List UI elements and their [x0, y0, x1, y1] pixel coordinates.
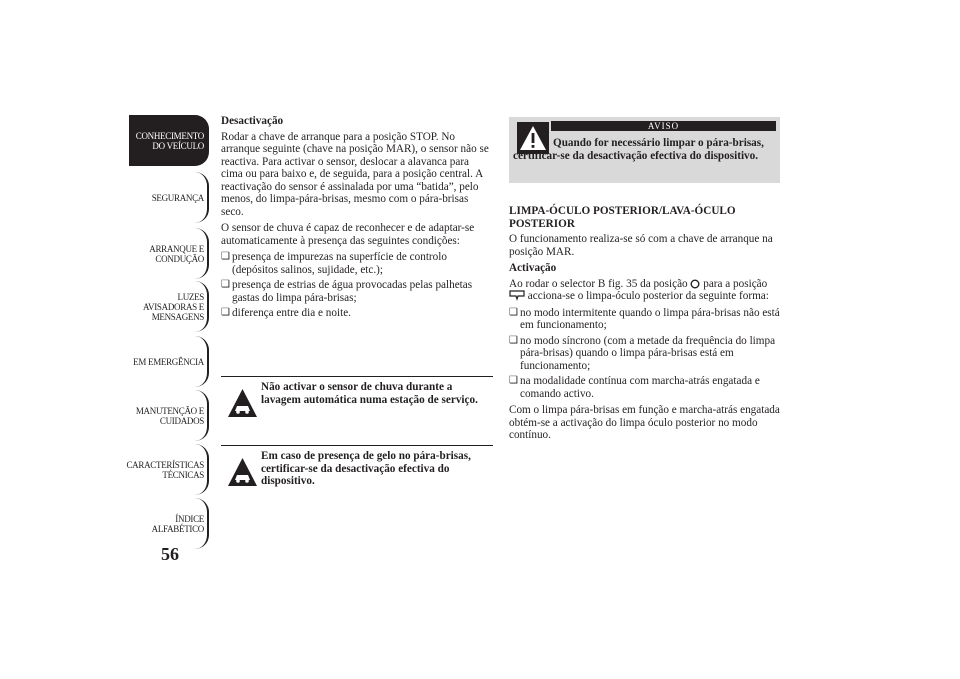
section-heading-rear-wiper: LIMPA-ÓCULO POSTERIOR/LAVA-ÓCULO POSTERIOR	[509, 205, 736, 230]
sidebar-tab[interactable]	[126, 444, 209, 495]
sidebar-tab-label	[136, 131, 204, 151]
sidebar-tab-line: ARRANQUE E	[149, 243, 204, 254]
list-item: ❑ no modo intermitente quando o limpa pára-brisas não está em funcionamento;	[509, 307, 781, 332]
sidebar-tab-line: CUIDADOS	[159, 415, 204, 426]
sidebar-tab[interactable]	[129, 390, 209, 441]
sidebar-tab-label	[149, 244, 204, 264]
sidebar-tab-line: CONDUÇÃO	[155, 253, 204, 264]
paragraph: O funcionamento realiza-se só com a chave de arranque na posição MAR.	[509, 233, 773, 258]
sidebar-tab-label	[152, 514, 204, 534]
sidebar-tab[interactable]	[129, 336, 209, 387]
car-icon	[226, 387, 259, 420]
sidebar-tab[interactable]	[129, 228, 209, 279]
list-item: ❑ presença de impurezas na superfície de controlo (depósitos salinos, sujidade, etc.);	[221, 251, 493, 276]
section-heading-desactivacao: Desactivação	[221, 115, 284, 127]
sidebar-tab-line: SEGURANÇA	[151, 192, 204, 203]
sidebar-tab-line: DO VEÍCULO	[152, 140, 204, 151]
ice-note	[221, 445, 493, 494]
paragraph: Rodar a chave de arranque para a posição STOP. No arranque seguinte (chave na posição MAR), o sensor não se reactiva. Para activar o sensor, deslocar a alavanca para cima ou para baixo e, de seguida, para a posição central. A reactivação do sensor é assinalada por uma “batida”, pelo menos, do limpa-pára-brisas, mesmo com o pára-brisas seco.	[221, 130, 489, 218]
car-icon	[226, 456, 259, 489]
sidebar-tab[interactable]	[129, 115, 209, 166]
rear-wiper-icon	[509, 290, 525, 301]
sidebar-tab[interactable]	[129, 498, 209, 549]
warning-text: Quando for necessário limpar o pára-brisas, certificar-se da desactivação efectiva do dispositivo.	[513, 137, 764, 162]
text-fragment: Ao rodar o selector B fig. 35 da posição	[509, 277, 688, 290]
sidebar-tab-line: AVISADORAS E	[143, 301, 204, 312]
text-fragment: acciona-se o limpa-óculo posterior da seguinte forma:	[527, 290, 769, 302]
sidebar-tab-line: CONHECIMENTO	[135, 130, 204, 141]
sidebar-tab-label	[136, 406, 204, 426]
paragraph	[509, 278, 781, 303]
list-item: ❑ presença de estrias de água provocadas pelas palhetas gastas do limpa pára-brisas;	[221, 279, 493, 304]
list-item: ❑ diferença entre dia e noite.	[221, 307, 493, 320]
sidebar-tab-line: LUZES	[177, 291, 204, 302]
sidebar-tab-line: ÍNDICE	[175, 513, 204, 524]
right-column	[509, 205, 781, 446]
sidebar-tab-label	[143, 292, 204, 322]
warning-box	[509, 117, 780, 183]
sidebar-tab-label	[152, 193, 204, 203]
sidebar-tab-line: ALFABÉTICO	[151, 523, 204, 534]
note-text: Não activar o sensor de chuva durante a lavagem automática numa estação de serviço.	[261, 381, 478, 406]
list-item: ❑ no modo síncrono (com a metade da frequência do limpa pára-brisas) quando o limpa pára-brisas está em funcionamento;	[509, 335, 781, 373]
paragraph: O sensor de chuva é capaz de reconhecer e de adaptar-se automaticamente à presença das seguintes condições:	[221, 222, 475, 247]
sidebar-tab-line: MENSAGENS	[151, 311, 204, 322]
sidebar-tab-label	[126, 460, 204, 480]
sidebar-tab-line: CARACTERÍSTICAS	[126, 459, 204, 470]
mode-list	[509, 307, 781, 401]
page-number: 56	[161, 544, 179, 564]
sidebar-tab-label	[133, 357, 204, 367]
sidebar-tab[interactable]	[129, 172, 209, 223]
left-column	[221, 115, 493, 324]
sidebar-tab-line: TÉCNICAS	[162, 469, 204, 480]
sidebar-tab-line: MANUTENÇÃO E	[135, 405, 204, 416]
sidebar-tab[interactable]	[129, 281, 209, 332]
paragraph: Com o limpa pára-brisas em função e marcha-atrás engatada obtém-se a activação do limpa óculo posterior no modo contínuo.	[509, 404, 780, 441]
condition-list	[221, 251, 493, 320]
text-fragment: para a posição	[703, 277, 768, 290]
off-position-icon	[690, 279, 700, 289]
sidebar-tab-line: EM EMERGÊNCIA	[133, 356, 204, 367]
warning-title: AVISO	[551, 121, 776, 131]
car-wash-note	[221, 376, 493, 437]
subheading-activacao: Activação	[509, 262, 557, 274]
list-item: ❑ na modalidade contínua com marcha-atrás engatada e comando activo.	[509, 375, 781, 400]
note-text: Em caso de presença de gelo no pára-brisas, certificar-se da desactivação efectiva do dispositivo.	[261, 450, 471, 487]
